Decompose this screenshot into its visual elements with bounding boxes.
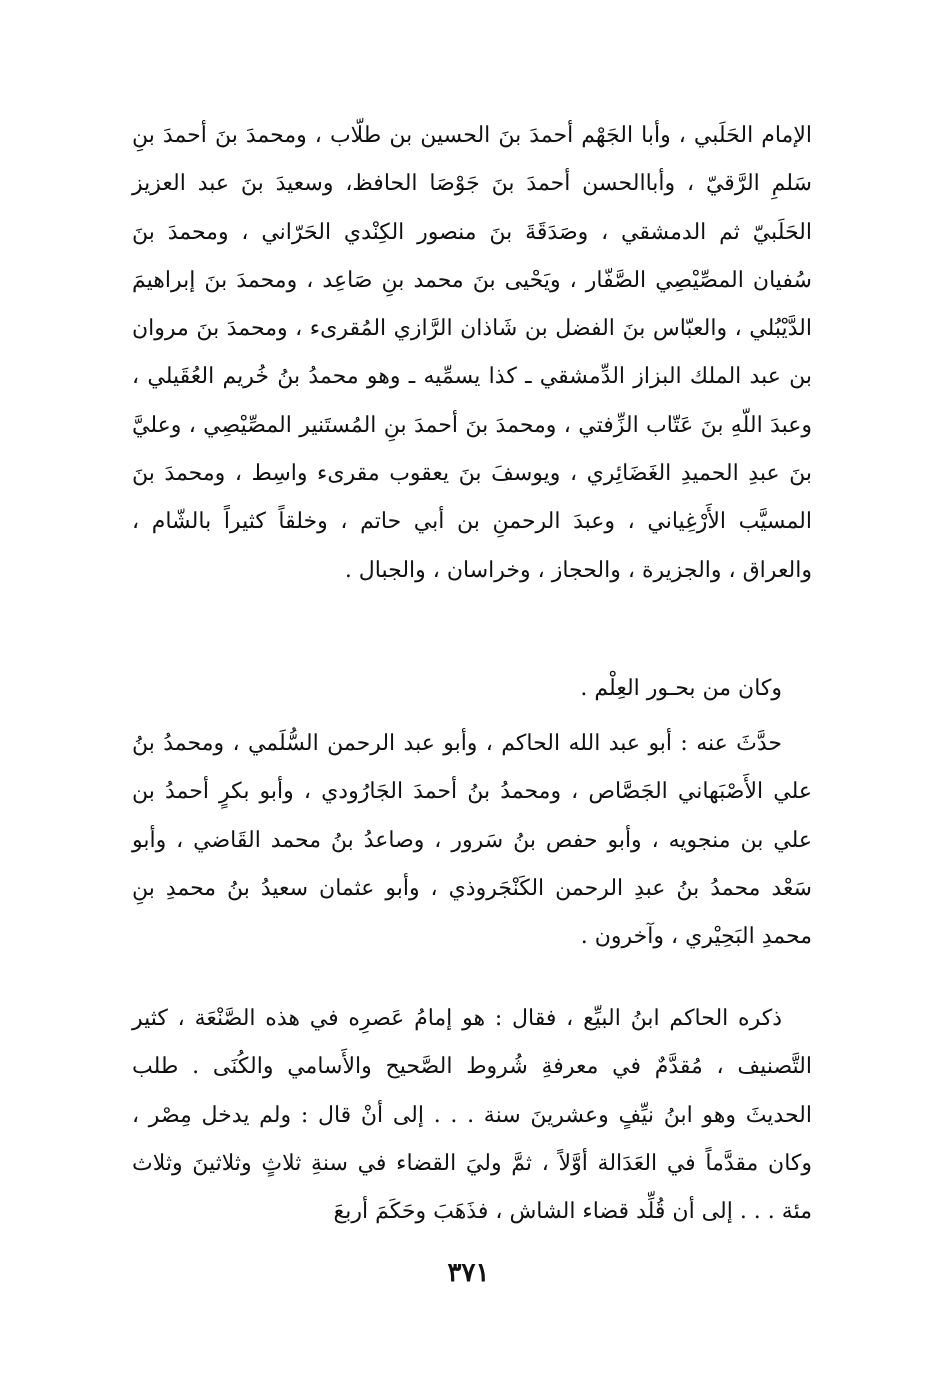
page-number: ٣٧١ [447, 1258, 490, 1288]
paragraph-students-list: حدَّثَ عنه : أبو عبد الله الحاكم ، وأبو عبد الرحمن السُّلَمي ، ومحمدُ بنُ علي الأَصْبَهاني الجَصَّاص ، ومحمدُ بنُ أحمدَ الجَارُودي ، وأبو بكرٍ أحمدُ بن علي بن منجويه ، وأبو حفص بنُ سَرور ، وصاعدُ بنُ محمد القَاضي ، وأبو سَعْد محمدُ بنُ عبدِ الرحمن الكَنْجَروذي ، وأبو عثمان سعيدُ بنُ محمدِ بنِ محمدِ البَحِيْري ، وآخرون . [132, 731, 812, 950]
paragraph-teachers-list: الإمام الحَلَبي ، وأبا الجَهْم أحمدَ بنَ الحسين بن طلّاب ، ومحمدَ بنَ أحمدَ بنِ سَلمِ الرَّقيّ ، وأباالحسن أحمدَ بنَ جَوْصَا الحافظ، وسعيدَ بنَ عبد العزيز الحَلَبيّ ثم الدمشقي ، وصَدَقَةَ بنَ منصور الكِنْدي الحَرّاني ، ومحمدَ بنَ سُفيان المصِّيْصِي الصَّفّار ، ويَحْيى بنَ محمد بنِ صَاعِد ، ومحمدَ بنَ إبراهيمَ الدَّيْبُلي ، والعبّاس بنَ الفضل بن شَاذان الرَّازي المُقرىء ، ومحمدَ بنَ مروان بن عبد الملك البزاز الدِّمشقي ـ كذا يسمِّيه ـ وهو محمدُ بنُ خُريم العُقَيلي ، وعبدَ اللّهِ بنَ عَتّاب الزِّفتي ، ومحمدَ بنَ أحمدَ بنِ المُستَنير المصِّيْصِي ، وعليَّ بنَ عبدِ الحميدِ الغَضَائِري ، ويوسفَ بنَ يعقوب مقرىء واسِط ، ومحمدَ بنَ المسيَّب الأَرْغِياني ، وعبدَ الرحمنِ بن أبي حاتم ، وخلقاً كثيراً بالشّام ، والعراق ، والجزيرة ، والحجاز ، وخراسان ، والجبال . [132, 123, 812, 583]
paragraph-hakim-quote: ذكره الحاكم ابنُ البيِّع ، فقال : هو إمامُ عَصرِه في هذه الصَّنْعَة ، كثير التَّصنيف ، مُقدَّمٌ في معرفةِ شُروط الصَّحيح والأَسامي والكُنَى . طلب الحديثَ وهو ابنُ نيِّفٍ وعشرينَ سنة . . . إلى أنْ قال : ولم يدخل مِصْر ، وكان مقدَّماً في العَدَالة أوَّلاً ، ثمَّ وليَ القضاء في سنةِ ثلاثٍ وثلاثينَ وثلاث مئة . . . إلى أن قُلِّد قضاء الشاش ، فذَهَبَ وحَكَمَ أربعَ [132, 1006, 812, 1225]
paragraph-scholarship: وكان من بحـور العِلْم . [580, 676, 782, 701]
